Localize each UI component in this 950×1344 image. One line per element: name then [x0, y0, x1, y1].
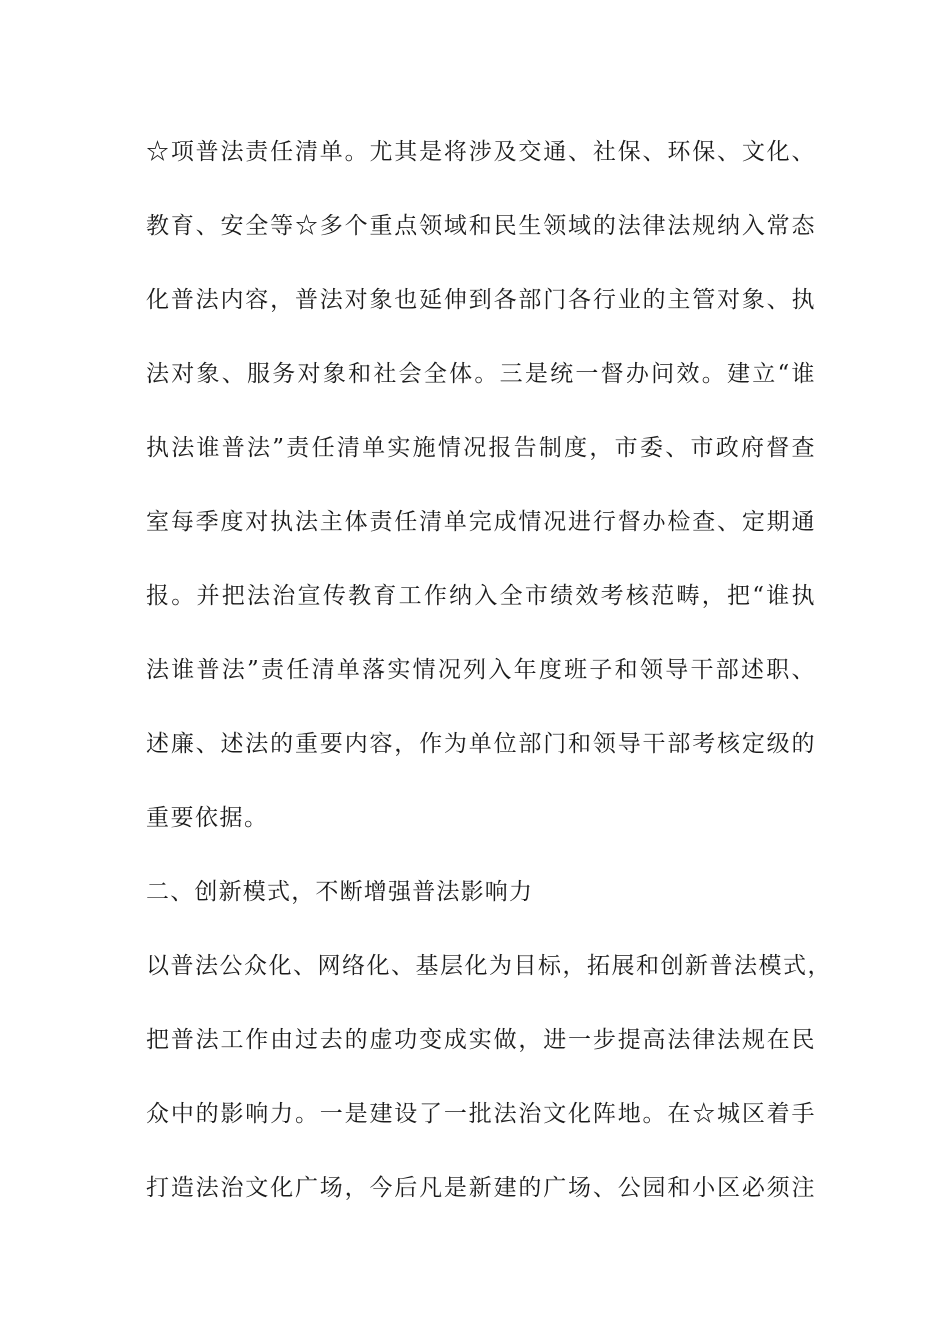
paragraph-line: 法对象、服务对象和社会全体。三是统一督办问效。建立“谁	[146, 361, 816, 387]
paragraph-line: 室每季度对执法主体责任清单完成情况进行督办检查、定期通	[146, 509, 816, 535]
paragraph-line: 化普法内容，普法对象也延伸到各部门各行业的主管对象、执	[146, 287, 816, 313]
paragraph-line: 执法谁普法”责任清单实施情况报告制度，市委、市政府督查	[146, 435, 816, 461]
paragraph-line: ☆项普法责任清单。尤其是将涉及交通、社保、环保、文化、	[146, 139, 816, 165]
paragraph-line: 重要依据。	[146, 805, 269, 831]
paragraph-line: 报。并把法治宣传教育工作纳入全市绩效考核范畴，把“谁执	[146, 583, 816, 609]
section-heading: 二、创新模式，不断增强普法影响力	[146, 879, 534, 905]
paragraph-line: 众中的影响力。一是建设了一批法治文化阵地。在☆城区着手	[146, 1101, 816, 1127]
paragraph-line: 法谁普法”责任清单落实情况列入年度班子和领导干部述职、	[146, 657, 816, 683]
paragraph-line: 教育、安全等☆多个重点领域和民生领域的法律法规纳入常态	[146, 213, 816, 239]
paragraph-line: 述廉、述法的重要内容，作为单位部门和领导干部考核定级的	[146, 731, 816, 757]
paragraph-line: 打造法治文化广场，今后凡是新建的广场、公园和小区必须注	[146, 1175, 816, 1201]
paragraph-line: 以普法公众化、网络化、基层化为目标，拓展和创新普法模式，	[146, 953, 832, 979]
paragraph-line: 把普法工作由过去的虚功变成实做，进一步提高法律法规在民	[146, 1027, 816, 1053]
